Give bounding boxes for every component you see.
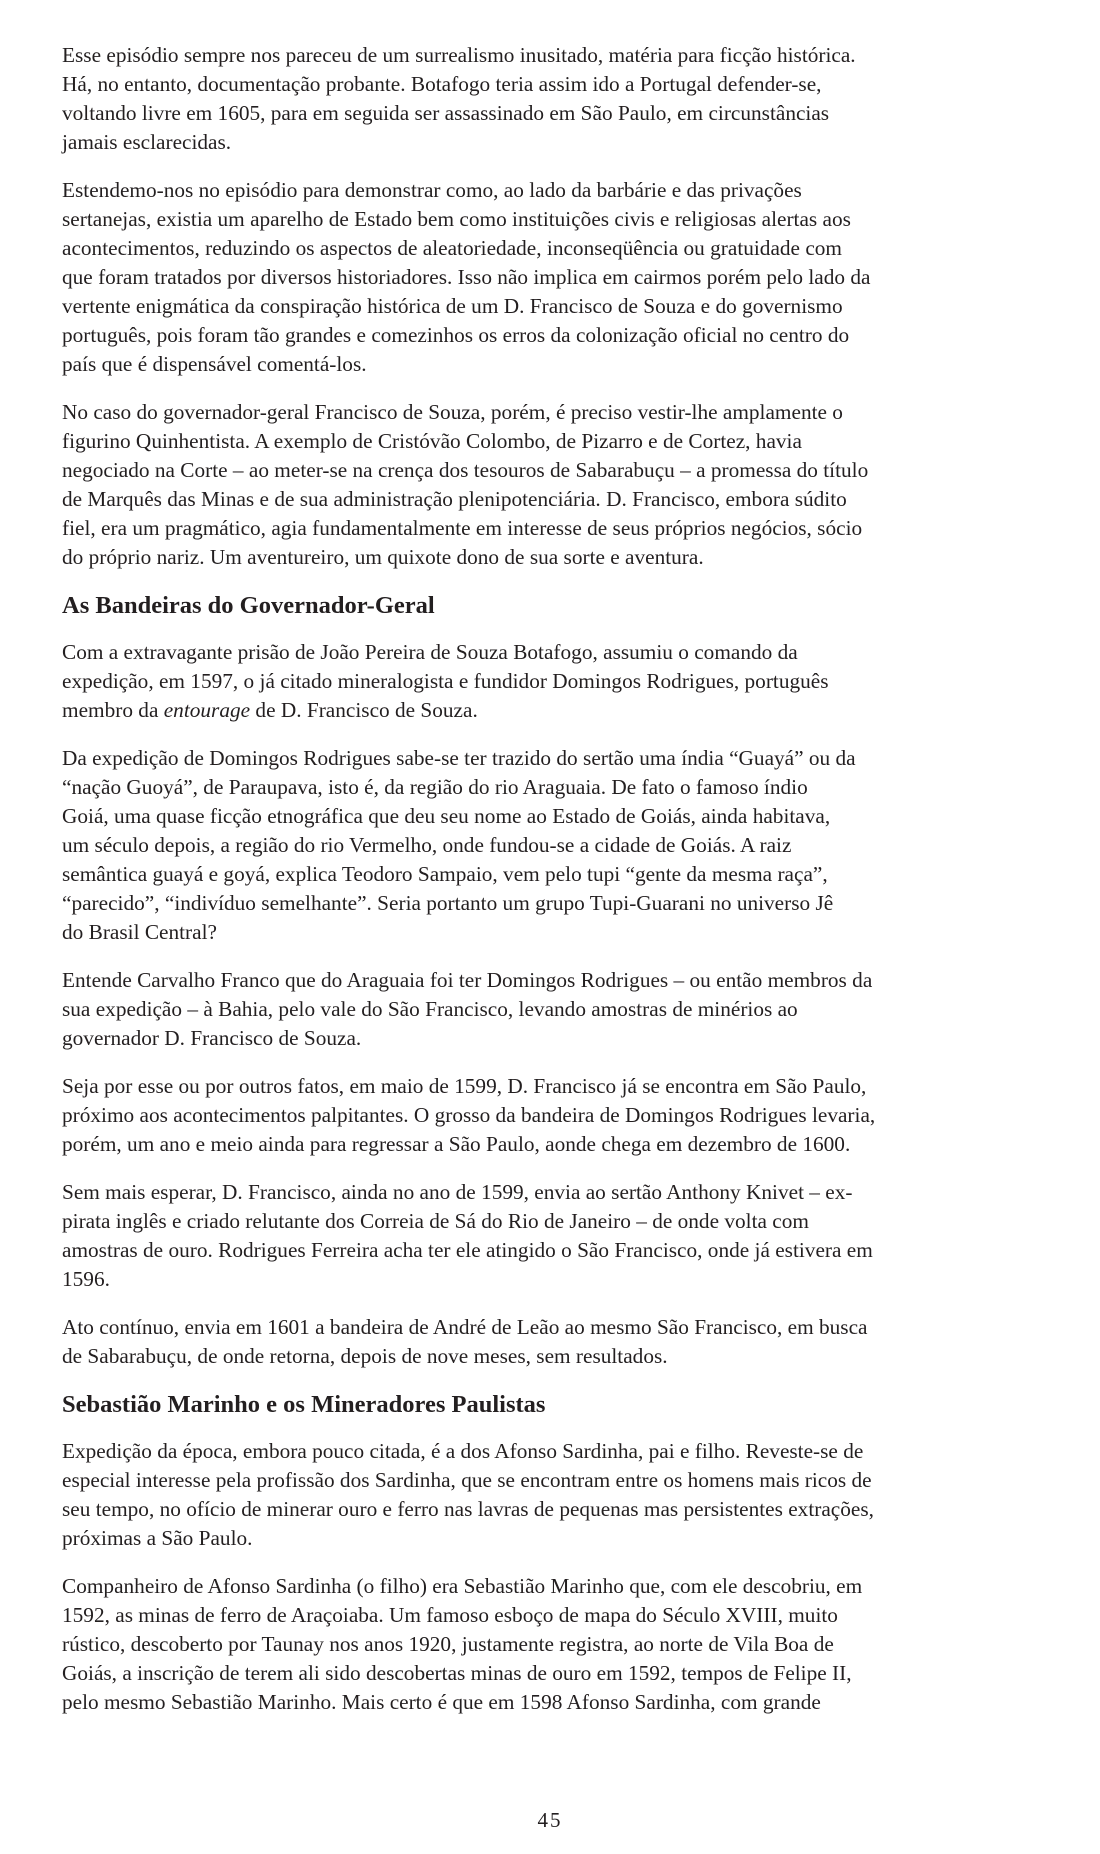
- text-line: Sem mais esperar, D. Francisco, ainda no ano de 1599, envia ao sertão Anthony Knivet – ex-: [62, 1180, 853, 1204]
- text-line: próximas a São Paulo.: [62, 1526, 253, 1550]
- paragraph: [62, 1178, 1052, 1294]
- text-line: Ato contínuo, envia em 1601 a bandeira de André de Leão ao mesmo São Francisco, em busca: [62, 1315, 868, 1339]
- text-line: “nação Guoyá”, de Paraupava, isto é, da região do rio Araguaia. De fato o famoso índio: [62, 775, 808, 799]
- text-line: país que é dispensável comentá-los.: [62, 352, 367, 376]
- text-line: sua expedição – à Bahia, pelo vale do São Francisco, levando amostras de minérios ao: [62, 997, 798, 1021]
- text-line: de Marquês das Minas e de sua administração plenipotenciária. D. Francisco, embora súdito: [62, 487, 847, 511]
- text-line: Expedição da época, embora pouco citada, é a dos Afonso Sardinha, pai e filho. Reveste-se de: [62, 1439, 864, 1463]
- paragraph: [62, 1072, 1052, 1159]
- text-line: português, pois foram tão grandes e comezinhos os erros da colonização oficial no centro do: [62, 323, 850, 347]
- text-line: Goiá, uma quase ficção etnográfica que deu seu nome ao Estado de Goiás, ainda habitava,: [62, 804, 831, 828]
- text-line: Esse episódio sempre nos pareceu de um surrealismo inusitado, matéria para ficção histórica.: [62, 43, 856, 67]
- text-line: semântica guayá e goyá, explica Teodoro Sampaio, vem pelo tupi “gente da mesma raça”,: [62, 862, 828, 886]
- text-line: rústico, descoberto por Taunay nos anos 1920, justamente registra, ao norte de Vila Boa de: [62, 1632, 834, 1656]
- text-line: do Brasil Central?: [62, 920, 217, 944]
- text-run: membro da: [62, 698, 164, 722]
- text-line: Seja por esse ou por outros fatos, em maio de 1599, D. Francisco já se encontra em São Paulo,: [62, 1074, 867, 1098]
- text-line: governador D. Francisco de Souza.: [62, 1026, 362, 1050]
- text-line: do próprio nariz. Um aventureiro, um quixote dono de sua sorte e aventura.: [62, 545, 704, 569]
- text-line: 1596.: [62, 1267, 110, 1291]
- text-line: Da expedição de Domingos Rodrigues sabe-se ter trazido do sertão uma índia “Guayá” ou da: [62, 746, 856, 770]
- text-line: expedição, em 1597, o já citado mineralogista e fundidor Domingos Rodrigues, português: [62, 669, 829, 693]
- paragraph: [62, 1572, 1052, 1717]
- text-line: de Sabarabuçu, de onde retorna, depois de nove meses, sem resultados.: [62, 1344, 668, 1368]
- text-line: sertanejas, existia um aparelho de Estado bem como instituições civis e religiosas alertas aos: [62, 207, 851, 231]
- document-page: [62, 41, 1052, 1736]
- section-heading: As Bandeiras do Governador-Geral: [62, 592, 435, 619]
- page-number: 45: [537, 1808, 563, 1832]
- text-line: [62, 696, 1052, 725]
- text-line: pirata inglês e criado relutante dos Correia de Sá do Rio de Janeiro – de onde volta com: [62, 1209, 809, 1233]
- text-line: “parecido”, “indivíduo semelhante”. Seria portanto um grupo Tupi-Guarani no universo Jê: [62, 891, 834, 915]
- paragraph: [62, 966, 1052, 1053]
- text-line: acontecimentos, reduzindo os aspectos de aleatoriedade, inconseqüência ou gratuidade com: [62, 236, 842, 260]
- text-line: que foram tratados por diversos historiadores. Isso não implica em cairmos porém pelo lado da: [62, 265, 871, 289]
- text-line: especial interesse pela profissão dos Sardinha, que se encontram entre os homens mais ricos de: [62, 1468, 872, 1492]
- text-line: voltando livre em 1605, para em seguida ser assassinado em São Paulo, em circunstâncias: [62, 101, 830, 125]
- text-line: Estendemo-nos no episódio para demonstrar como, ao lado da barbárie e das privações: [62, 178, 802, 202]
- text-line: Goiás, a inscrição de terem ali sido descobertas minas de ouro em 1592, tempos de Felipe II,: [62, 1661, 852, 1685]
- text-line: figurino Quinhentista. A exemplo de Cristóvão Colombo, de Pizarro e de Cortez, havia: [62, 429, 802, 453]
- paragraph: [62, 638, 1052, 725]
- text-line: seu tempo, no ofício de minerar ouro e ferro nas lavras de pequenas mas persistentes extrações,: [62, 1497, 874, 1521]
- text-line: amostras de ouro. Rodrigues Ferreira acha ter ele atingido o São Francisco, onde já estivera em: [62, 1238, 873, 1262]
- text-line: Companheiro de Afonso Sardinha (o filho) era Sebastião Marinho que, com ele descobriu, em: [62, 1574, 863, 1598]
- paragraph: [62, 176, 1052, 379]
- paragraph: [62, 744, 1052, 947]
- text-line: Há, no entanto, documentação probante. Botafogo teria assim ido a Portugal defender-se,: [62, 72, 822, 96]
- text-line: 1592, as minas de ferro de Araçoiaba. Um famoso esboço de mapa do Século XVIII, muito: [62, 1603, 838, 1627]
- text-line: pelo mesmo Sebastião Marinho. Mais certo é que em 1598 Afonso Sardinha, com grande: [62, 1690, 821, 1714]
- text-line: próximo aos acontecimentos palpitantes. O grosso da bandeira de Domingos Rodrigues levaria,: [62, 1103, 876, 1127]
- paragraph: [62, 1313, 1052, 1371]
- section-heading: Sebastião Marinho e os Mineradores Paulistas: [62, 1391, 546, 1418]
- text-line: No caso do governador-geral Francisco de Souza, porém, é preciso vestir-lhe amplamente o: [62, 400, 843, 424]
- text-line: fiel, era um pragmático, agia fundamentalmente em interesse de seus próprios negócios, sócio: [62, 516, 863, 540]
- text-line: vertente enigmática da conspiração histórica de um D. Francisco de Souza e do governismo: [62, 294, 843, 318]
- italic-term: entourage: [163, 698, 251, 722]
- text-line: negociado na Corte – ao meter-se na crença dos tesouros de Sabarabuçu – a promessa do título: [62, 458, 869, 482]
- text-run: de D. Francisco de Souza.: [250, 698, 478, 722]
- text-line: Entende Carvalho Franco que do Araguaia foi ter Domingos Rodrigues – ou então membros da: [62, 968, 873, 992]
- text-line: jamais esclarecidas.: [62, 130, 232, 154]
- text-line: Com a extravagante prisão de João Pereira de Souza Botafogo, assumiu o comando da: [62, 640, 798, 664]
- text-line: um século depois, a região do rio Vermelho, onde fundou-se a cidade de Goiás. A raiz: [62, 833, 792, 857]
- paragraph: [62, 398, 1052, 572]
- paragraph: [62, 41, 1052, 157]
- paragraph: [62, 1437, 1052, 1553]
- text-line: porém, um ano e meio ainda para regressar a São Paulo, aonde chega em dezembro de 1600.: [62, 1132, 851, 1156]
